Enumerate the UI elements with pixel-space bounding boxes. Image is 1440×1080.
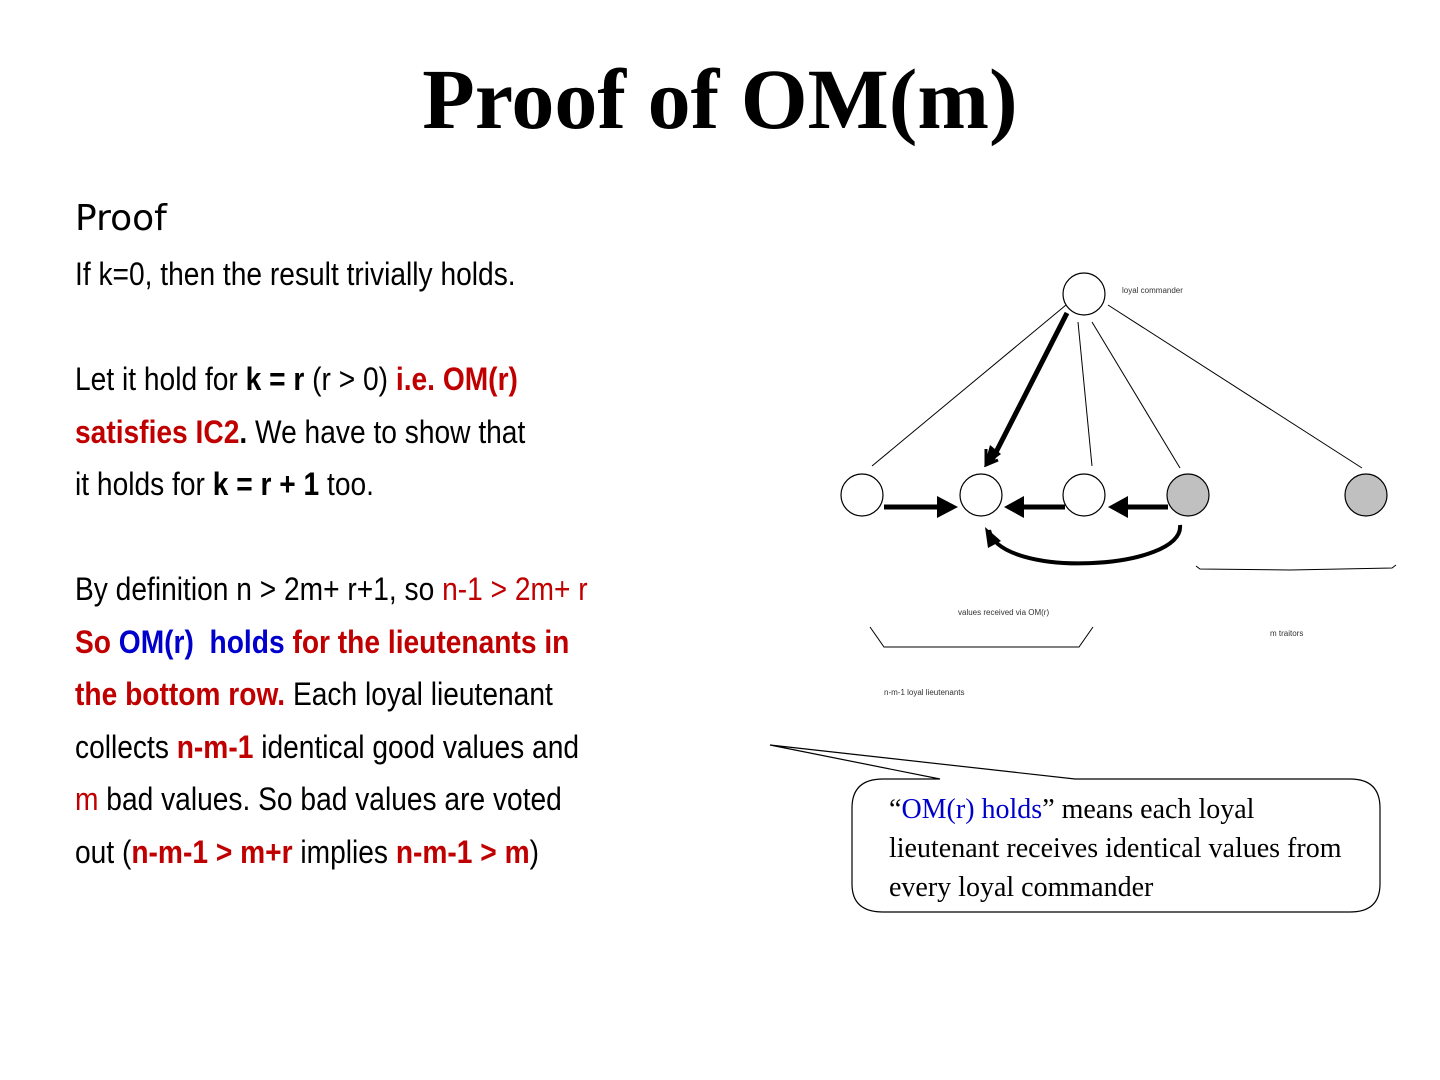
text-run: . [239, 413, 248, 450]
callout-text [889, 790, 1369, 907]
edge-commander-traitor-2 [1108, 305, 1362, 468]
text-run: So [75, 623, 119, 660]
callout-highlight: OM(r) holds [901, 794, 1043, 825]
text-run: (r > 0) [304, 361, 396, 397]
text-run: “ [889, 794, 902, 825]
commander-to-lieutenant-arrow [984, 313, 1071, 467]
text-run: bad values. So bad values are voted [98, 781, 562, 817]
text-run: m [75, 781, 99, 817]
text-run: collects [75, 728, 177, 765]
arrow-t1-to-l2-curve [985, 525, 1180, 563]
text-run: i.e. OM(r) [395, 361, 518, 397]
text-run: k = r [245, 361, 305, 397]
text-run: identical good values and [253, 728, 580, 765]
text-run: n-m-1 > m [395, 833, 530, 870]
text-run: means each loyal lieutenant receives identical values from every loyal commander [889, 794, 1342, 903]
text-run: the bottom row. [75, 676, 286, 712]
loyal-lieutenants-label: n-m-1 loyal lieutenants [884, 688, 965, 697]
lieutenant-node-1 [841, 474, 883, 516]
commander-node [1063, 273, 1105, 315]
text-run: n-1 > 2m+ r [442, 571, 588, 607]
text-run: Let it hold for [75, 361, 246, 397]
edge-commander-lieutenant-3 [1078, 322, 1092, 466]
proof-heading: Proof [75, 198, 167, 239]
edge-commander-traitor-1 [1092, 322, 1180, 468]
text-run: n-m-1 [176, 728, 254, 765]
values-received-label: values received via OM(r) [958, 608, 1050, 617]
text-run: holds [209, 623, 285, 660]
lieutenant-node-2 [960, 474, 1002, 516]
arrow-l1-to-l2 [884, 496, 958, 518]
text-run: By definition n > 2m+ r+1, so [75, 571, 443, 607]
loyal-lieutenants-bracket [870, 627, 1093, 647]
text-run: If k=0, then the result trivially holds. [75, 256, 516, 292]
arrow-l3-to-l2 [1004, 496, 1065, 518]
traitors-brace [1196, 565, 1396, 570]
text-run: it holds for [75, 466, 213, 502]
traitors-label: m traitors [1270, 629, 1304, 638]
traitor-node-2 [1345, 474, 1387, 516]
arrow-t1-to-l3 [1108, 496, 1168, 518]
text-run: k = r + 1 [212, 466, 320, 502]
slide-title: Proof of OM(m) [422, 51, 1018, 147]
lieutenant-node-3 [1063, 474, 1105, 516]
text-run: ” [1042, 794, 1055, 825]
text-run: ) [529, 833, 539, 870]
text-run: OM(r) [118, 623, 194, 660]
text-run: too. [319, 466, 374, 502]
text-run: n-m-1 > m+r [131, 833, 293, 870]
edge-commander-lieutenant-1 [872, 305, 1066, 466]
text-run: implies [292, 833, 396, 870]
text-run: satisfies IC2 [75, 413, 240, 450]
text-run: out ( [75, 833, 132, 870]
text-run: for the lieutenants in [284, 623, 570, 660]
text-run: Each loyal lieutenant [285, 676, 553, 712]
traitor-node-1 [1167, 474, 1209, 516]
text-run: We have to show that [247, 413, 526, 450]
commander-label: loyal commander [1122, 286, 1183, 295]
